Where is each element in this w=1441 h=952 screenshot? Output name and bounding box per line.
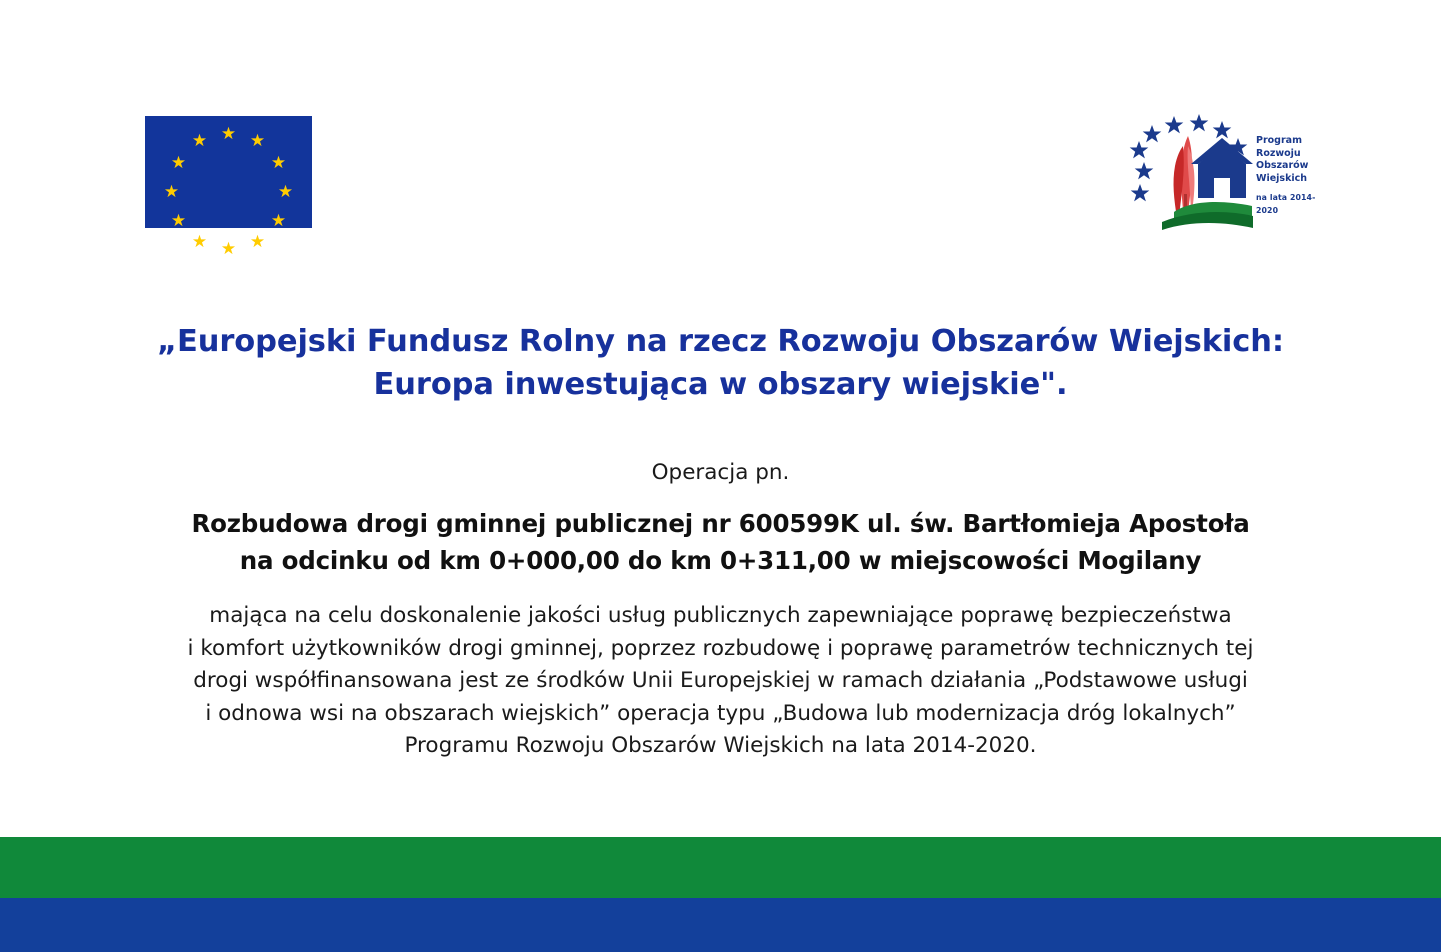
intro-label: Operacja pn. xyxy=(651,460,790,485)
prow-text-line-3: Obszarów xyxy=(1256,160,1309,171)
description-line-5: Programu Rozwoju Obszarów Wiejskich na lata 2014-2020. xyxy=(404,733,1037,758)
prow-text-line-4: Wiejskich xyxy=(1256,172,1308,184)
european-union-flag-icon xyxy=(145,116,312,259)
description-line-4: i odnowa wsi na obszarach wiejskich” operacja typu „Budowa lub modernizacja dróg lokalnych” xyxy=(205,700,1236,726)
prow-logo xyxy=(1122,108,1322,230)
prow-text-line-1: Program xyxy=(1256,135,1302,146)
footer-bar-blue xyxy=(0,898,1441,952)
eu-star-icon: ★ xyxy=(220,124,237,144)
eu-star-icon: ★ xyxy=(249,131,266,151)
eu-star-icon: ★ xyxy=(163,182,180,202)
description-paragraph xyxy=(0,600,1441,763)
page-title-line-1: „Europejski Fundusz Rolny na rzecz Rozwoju Obszarów Wiejskich: xyxy=(157,324,1284,359)
logo-row xyxy=(0,0,1441,280)
footer-bar-green xyxy=(0,837,1441,898)
eu-star-icon: ★ xyxy=(249,232,266,252)
eu-star-icon: ★ xyxy=(191,131,208,151)
prow-logo-text xyxy=(1256,135,1322,217)
prow-years: na lata 2014-2020 xyxy=(1256,193,1316,215)
description-line-3: drogi współfinansowana jest ze środków Unii Europejskiej w ramach działania „Podstawowe usługi xyxy=(193,668,1248,693)
page-title-line-2: Europa inwestująca w obszary wiejskie". xyxy=(373,367,1068,402)
operation-title-line-2: na odcinku od km 0+000,00 do km 0+311,00 w miejscowości Mogilany xyxy=(239,546,1202,575)
eu-star-icon: ★ xyxy=(277,182,294,202)
eu-star-icon: ★ xyxy=(170,153,187,173)
operation-title xyxy=(0,505,1441,579)
prow-emblem-icon xyxy=(1122,108,1254,230)
prow-text-line-2: Rozwoju xyxy=(1256,147,1301,159)
operation-title-line-1: Rozbudowa drogi gminnej publicznej nr 600599K ul. św. Bartłomieja Apostoła xyxy=(191,509,1250,538)
eu-star-icon: ★ xyxy=(191,232,208,252)
description-line-2: i komfort użytkowników drogi gminnej, poprzez rozbudowę i poprawę parametrów technicznych tej xyxy=(187,635,1254,661)
description-line-1: mająca na celu doskonalenie jakości usług publicznych zapewniające poprawę bezpieczeństwa xyxy=(209,603,1232,628)
page-title xyxy=(0,320,1441,406)
eu-star-icon: ★ xyxy=(170,211,187,231)
eu-star-icon: ★ xyxy=(270,211,287,231)
eu-star-icon: ★ xyxy=(270,153,287,173)
eu-star-icon: ★ xyxy=(220,239,237,259)
